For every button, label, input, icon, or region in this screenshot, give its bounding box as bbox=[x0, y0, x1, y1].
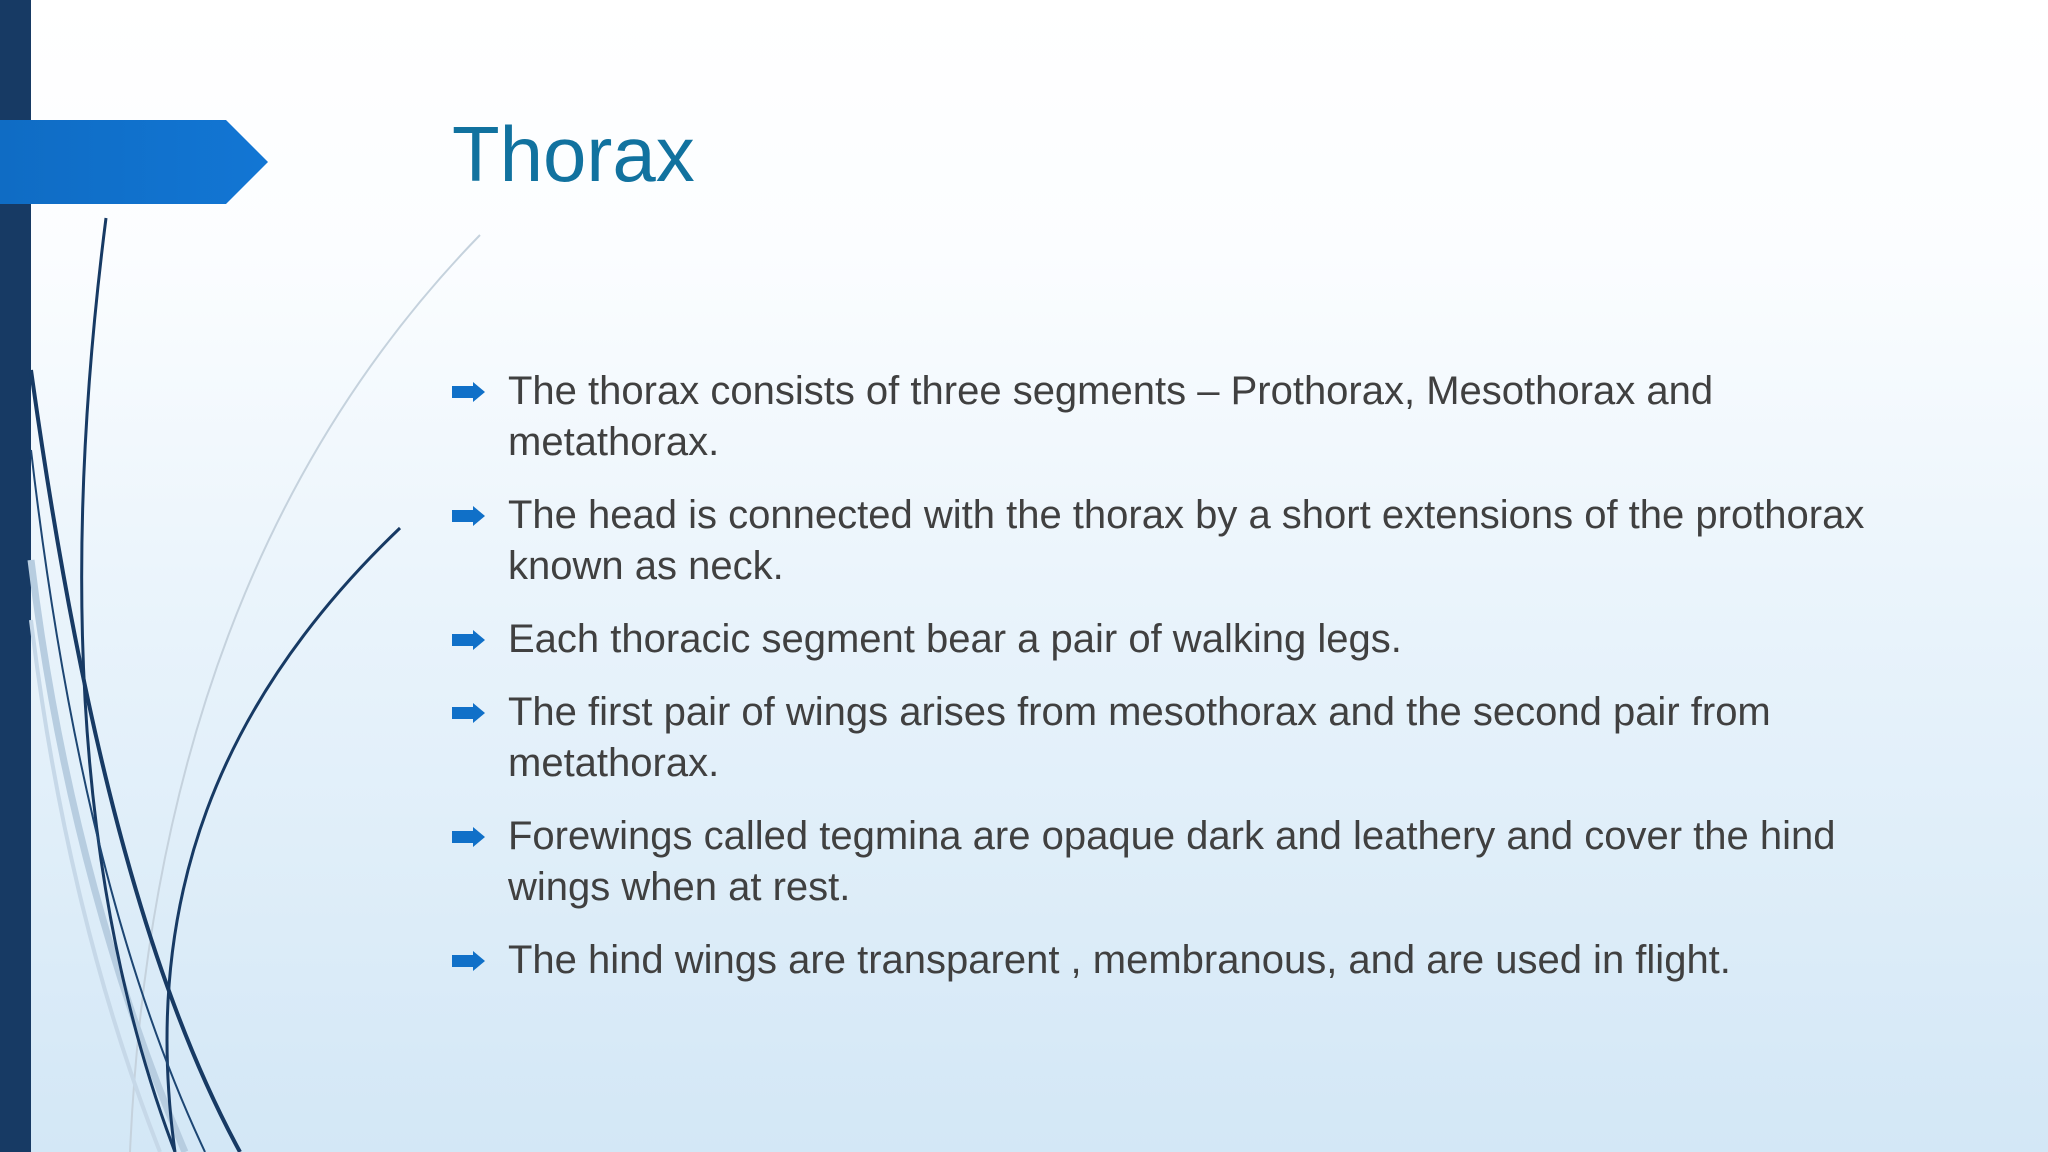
right-arrow-icon bbox=[452, 951, 485, 971]
list-item bbox=[452, 811, 1902, 913]
bullet-text: The hind wings are transparent , membranous, and are used in flight. bbox=[508, 938, 1731, 982]
right-arrow-icon bbox=[452, 827, 485, 847]
slide-title: Thorax bbox=[452, 110, 695, 198]
list-item bbox=[452, 366, 1902, 468]
bullet-list bbox=[452, 366, 1902, 1008]
list-item bbox=[452, 935, 1902, 986]
list-item bbox=[452, 490, 1902, 592]
right-arrow-icon bbox=[452, 630, 485, 650]
bullet-text: The thorax consists of three segments – Prothorax, Mesothorax and metathorax. bbox=[508, 369, 1714, 464]
bullet-text: The first pair of wings arises from mesothorax and the second pair from metathorax. bbox=[508, 690, 1771, 785]
bullet-text: Each thoracic segment bear a pair of walking legs. bbox=[508, 617, 1402, 661]
bullet-text: The head is connected with the thorax by a short extensions of the prothorax known as neck. bbox=[508, 493, 1865, 588]
list-item bbox=[452, 687, 1902, 789]
right-arrow-icon bbox=[452, 382, 485, 402]
right-arrow-icon bbox=[452, 506, 485, 526]
list-item bbox=[452, 614, 1902, 665]
right-arrow-icon bbox=[452, 703, 485, 723]
bullet-text: Forewings called tegmina are opaque dark and leathery and cover the hind wings when at rest. bbox=[508, 814, 1836, 909]
